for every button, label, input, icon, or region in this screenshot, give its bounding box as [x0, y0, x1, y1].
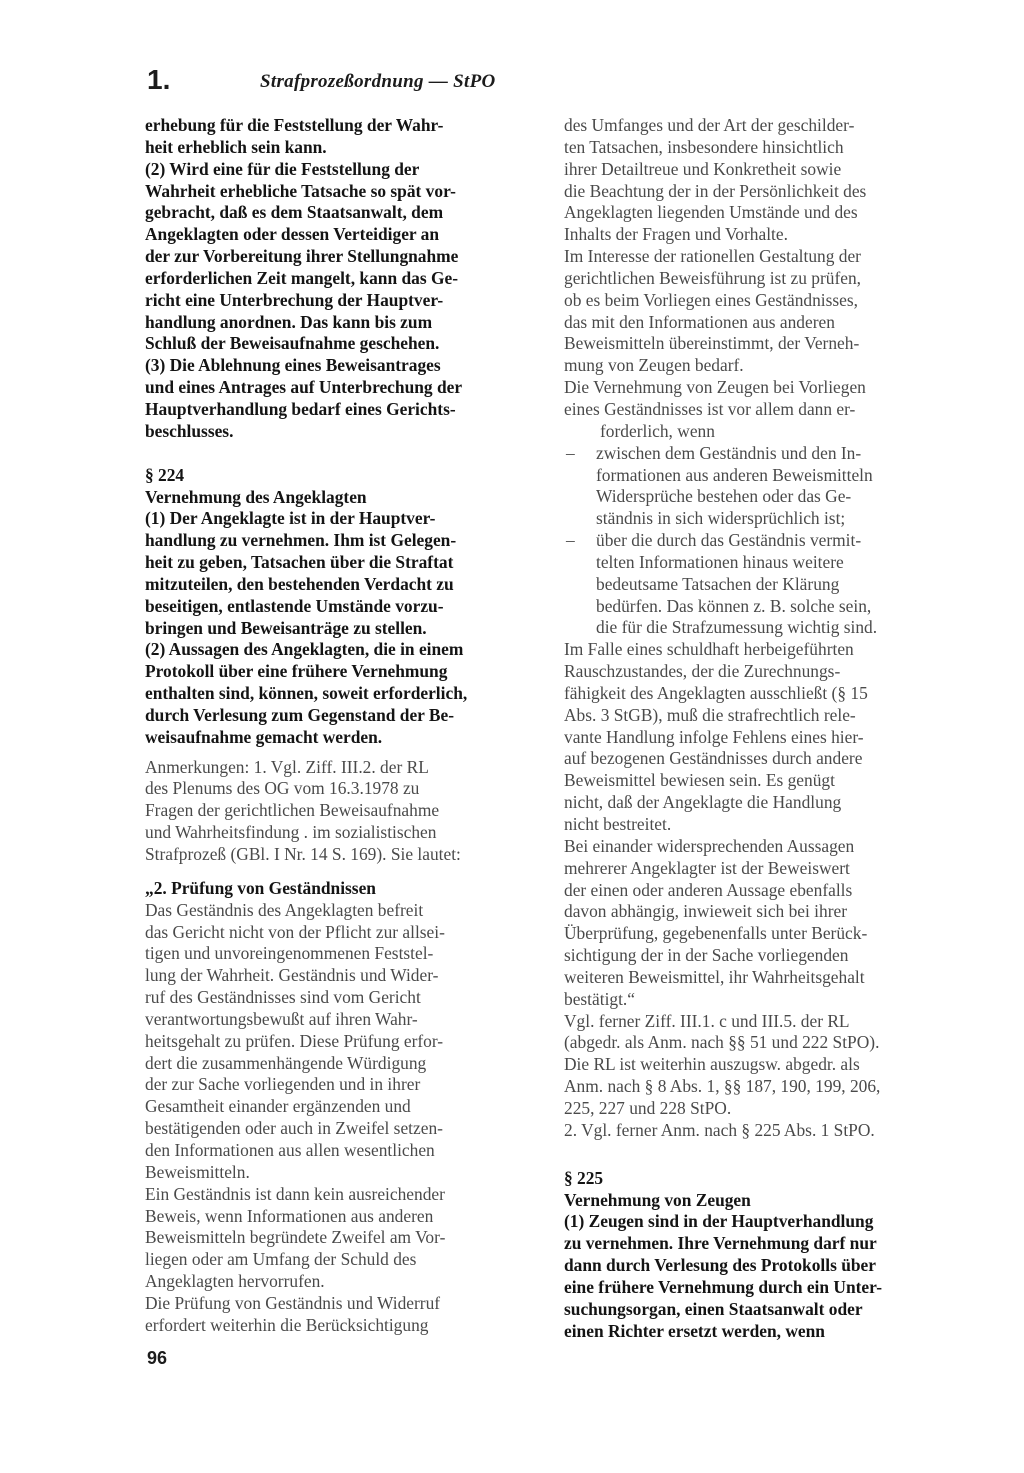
- quote-line: davon abhängig, inwieweit sich bei ihrer: [564, 901, 847, 922]
- bullet-line: telten Informationen hinaus weitere: [596, 551, 844, 572]
- spacer: [145, 866, 548, 878]
- quote-line: sichtigung der in der Sache vorliegenden: [564, 945, 849, 966]
- bullet-line: zwischen dem Geständnis und den In-: [596, 442, 862, 463]
- bullet-item: [564, 530, 969, 639]
- quote-line: Angeklagten liegenden Umstände und des: [564, 202, 858, 223]
- bullet-line: Widersprüche bestehen oder das Ge-: [596, 486, 852, 507]
- section-number: § 224: [145, 464, 185, 485]
- page-number: 96: [147, 1348, 168, 1368]
- text-line: Angeklagten oder dessen Verteidiger an: [145, 224, 440, 245]
- quote-line: bestätigenden oder auch in Zweifel setzen-: [145, 1118, 443, 1139]
- bullet-item: [564, 443, 969, 530]
- left-column: [145, 115, 548, 1337]
- quote-line: der einen oder anderen Aussage ebenfalls: [564, 879, 853, 900]
- text-line: (2) Wird eine für die Feststellung der: [145, 158, 420, 179]
- bullet-line: bedürfen. Das können z. B. solche sein,: [596, 595, 872, 616]
- quote-line: Beweis, wenn Informationen aus anderen: [145, 1205, 434, 1226]
- quote-line: Abs. 3 StGB), muß die strafrechtlich rele-: [564, 704, 856, 725]
- section-number: § 225: [564, 1167, 604, 1188]
- text-line: Schluß der Beweisaufnahme geschehen.: [145, 333, 440, 354]
- text-line: enthalten sind, können, soweit erforderlich,: [145, 683, 468, 704]
- quote-line: ob es beim Vorliegen eines Geständnisses,: [564, 289, 858, 310]
- bullet-line: formationen aus anderen Beweismitteln: [596, 464, 873, 485]
- text-line: und eines Antrages auf Unterbrechung der: [145, 377, 463, 398]
- text-line: handlung anordnen. Das kann bis zum: [145, 311, 433, 332]
- right-column: [564, 115, 969, 1342]
- quote-line: eines Geständnisses ist vor allem dann er-: [564, 398, 856, 419]
- quote-line: Im Interesse der rationellen Gestaltung der: [564, 246, 861, 267]
- quote-line: Beweismittel bewiesen sein. Es genügt: [564, 770, 835, 791]
- annotation-line: (abgedr. als Anm. nach §§ 51 und 222 StPO).: [564, 1032, 880, 1053]
- quote-line: vante Handlung infolge Fehlens eines hier-: [564, 726, 864, 747]
- text-line: beschlusses.: [145, 420, 234, 441]
- spacer: [145, 443, 548, 465]
- quote-line: Gesamtheit einander ergänzenden und: [145, 1096, 411, 1117]
- quote-line: gerichtlichen Beweisführung ist zu prüfen,: [564, 267, 861, 288]
- text-line: heit zu geben, Tatsachen über die Straftat: [145, 552, 454, 573]
- bullet-line: die für die Strafzumessung wichtig sind.: [596, 617, 878, 638]
- bullet-dash: –: [566, 530, 575, 551]
- text-line: beseitigen, entlastende Umstände vorzu-: [145, 595, 444, 616]
- annotation-line: Die RL ist weiterhin auszugsw. abgedr. als: [564, 1054, 860, 1075]
- section-title: Vernehmung des Angeklagten: [145, 486, 367, 507]
- annotation-line: 225, 227 und 228 StPO.: [564, 1097, 732, 1118]
- quote-line: Inhalts der Fragen und Vorhalte.: [564, 224, 788, 245]
- bullet-line: ständnis in sich widersprüchlich ist;: [596, 508, 846, 529]
- quote-line: das Gericht nicht von der Pflicht zur allsei-: [145, 921, 445, 942]
- quote-line: dert die zusammenhängende Würdigung: [145, 1052, 427, 1073]
- quote-line: forderlich, wenn: [600, 420, 715, 441]
- quote-line: bestätigt.“: [564, 988, 635, 1009]
- quote-line: lung der Wahrheit. Geständnis und Wider-: [145, 965, 439, 986]
- text-line: gebracht, daß es dem Staatsanwalt, dem: [145, 202, 444, 223]
- section-title: Vernehmung von Zeugen: [564, 1189, 751, 1210]
- quote-line: heitsgehalt zu prüfen. Diese Prüfung erfor-: [145, 1030, 444, 1051]
- quote-line: liegen oder am Umfang der Schuld des: [145, 1249, 417, 1270]
- quote-line: nicht bestreitet.: [564, 814, 672, 834]
- text-line: suchungsorgan, einen Staatsanwalt oder: [564, 1298, 863, 1319]
- quote-line: mehrerer Angeklagter ist der Beweiswert: [564, 857, 850, 878]
- annotation-line: 2. Vgl. ferner Anm. nach § 225 Abs. 1 StPO.: [564, 1119, 875, 1140]
- annotation-line: Strafprozeß (GBl. I Nr. 14 S. 169). Sie lautet:: [145, 844, 461, 864]
- quote-line: den Informationen aus allen wesentlichen: [145, 1139, 435, 1160]
- text-line: (1) Zeugen sind in der Hauptverhandlung: [564, 1211, 874, 1232]
- quote-heading: „2. Prüfung von Geständnissen: [145, 877, 376, 898]
- text-line: Hauptverhandlung bedarf eines Gerichts-: [145, 398, 456, 419]
- quote-line: weiteren Beweismittel, ihr Wahrheitsgehalt: [564, 966, 865, 987]
- quote-line: fähigkeit des Angeklagten ausschließt (§ 15: [564, 682, 868, 703]
- spacer: [145, 749, 548, 757]
- chapter-number: 1.: [147, 64, 171, 95]
- annotation-line: Fragen der gerichtlichen Beweisaufnahme: [145, 800, 440, 821]
- text-line: weisaufnahme gemacht werden.: [145, 726, 383, 747]
- quote-line: des Umfanges und der Art der geschilder-: [564, 115, 855, 135]
- text-line: dann durch Verlesung des Protokolls über: [564, 1255, 876, 1276]
- bullet-line: über die durch das Geständnis vermit-: [596, 530, 862, 551]
- quoted-guideline-continued: [564, 115, 969, 443]
- quote-line: ruf des Geständnisses sind vom Gericht: [145, 987, 421, 1008]
- annotation-line: Vgl. ferner Ziff. III.1. c und III.5. der RL: [564, 1010, 850, 1031]
- text-line: durch Verlesung zum Gegenstand der Be-: [145, 704, 455, 725]
- quote-line: mung von Zeugen bedarf.: [564, 355, 744, 376]
- bullet-list: [564, 443, 969, 640]
- quote-line: verantwortungsbewußt auf ihren Wahr-: [145, 1008, 418, 1029]
- quoted-guideline: [145, 878, 548, 1337]
- text-line: erhebung für die Feststellung der Wahr-: [145, 115, 444, 135]
- quote-line: die Beachtung der in der Persönlichkeit des: [564, 180, 867, 201]
- text-line: Wahrheit erhebliche Tatsache so spät vor-: [145, 180, 456, 201]
- quote-line: auf bezogenen Geständnisses durch andere: [564, 748, 863, 769]
- annotation-line: des Plenums des OG vom 16.3.1978 zu: [145, 778, 420, 799]
- text-line: (2) Aussagen des Angeklagten, die in einem: [145, 639, 464, 660]
- text-line: eine frühere Vernehmung durch ein Unter-: [564, 1276, 883, 1297]
- quoted-guideline-end: [564, 639, 969, 1141]
- text-line: zu vernehmen. Ihre Vernehmung darf nur: [564, 1233, 877, 1254]
- quote-line: ihrer Detailtreue und Konkretheit sowie: [564, 158, 842, 179]
- annotation-line: und Wahrheitsfindung . im sozialistischen: [145, 822, 437, 843]
- quote-line: Die Prüfung von Geständnis und Widerruf: [145, 1292, 441, 1313]
- annotation-line: Anmerkungen: 1. Vgl. Ziff. III.2. der RL: [145, 756, 429, 777]
- quote-line: Die Vernehmung von Zeugen bei Vorliegen: [564, 377, 866, 398]
- quote-line: Überprüfung, gegebenenfalls unter Berück-: [564, 923, 868, 944]
- statute-text-block: [145, 115, 548, 443]
- quote-line: ten Tatsachen, insbesondere hinsichtlich: [564, 136, 844, 157]
- quote-line: Bei einander widersprechenden Aussagen: [564, 835, 855, 856]
- quote-line: Ein Geständnis ist dann kein ausreichender: [145, 1183, 445, 1204]
- section-225: [564, 1168, 969, 1343]
- text-line: der zur Vorbereitung ihrer Stellungnahme: [145, 246, 459, 267]
- text-line: Protokoll über eine frühere Vernehmung: [145, 661, 448, 682]
- quote-line: nicht, daß der Angeklagte die Handlung: [564, 792, 842, 813]
- quote-line: Beweismitteln.: [145, 1161, 250, 1182]
- bullet-dash: –: [566, 442, 575, 463]
- text-line: richt eine Unterbrechung der Hauptver-: [145, 289, 444, 310]
- text-line: einen Richter ersetzt werden, wenn: [564, 1320, 825, 1341]
- text-line: erforderlichen Zeit mangelt, kann das Ge-: [145, 267, 458, 288]
- running-head: Strafprozeßordnung — StPO: [260, 71, 496, 92]
- annotations: [145, 757, 548, 866]
- quote-line: das mit den Informationen aus anderen: [564, 311, 835, 332]
- quote-line: tigen und unvoreingenommenen Feststel-: [145, 943, 434, 964]
- bullet-line: bedeutsame Tatsachen der Klärung: [596, 573, 840, 594]
- quote-line: der zur Sache vorliegenden und in ihrer: [145, 1074, 421, 1095]
- text-line: heit erheblich sein kann.: [145, 136, 327, 157]
- quote-line: erfordert weiterhin die Berücksichtigung: [145, 1314, 429, 1335]
- page-header: [147, 64, 947, 100]
- quote-line: Beweismitteln übereinstimmt, der Verneh-: [564, 333, 860, 354]
- quote-line: Beweismitteln begründete Zweifel am Vor-: [145, 1227, 446, 1248]
- quote-line: Das Geständnis des Angeklagten befreit: [145, 899, 424, 920]
- text-line: (1) Der Angeklagte ist in der Hauptver-: [145, 508, 436, 529]
- quote-line: Angeklagten hervorrufen.: [145, 1271, 325, 1292]
- text-line: bringen und Beweisanträge zu stellen.: [145, 617, 427, 638]
- text-line: handlung zu vernehmen. Ihm ist Gelegen-: [145, 530, 457, 551]
- text-line: mitzuteilen, den bestehenden Verdacht zu: [145, 573, 454, 594]
- quote-line: Rauschzustandes, der die Zurechnungs-: [564, 661, 841, 682]
- text-line: (3) Die Ablehnung eines Beweisantrages: [145, 355, 441, 376]
- annotation-line: Anm. nach § 8 Abs. 1, §§ 187, 190, 199, 206,: [564, 1076, 881, 1097]
- section-224: [145, 465, 548, 749]
- quote-line: Im Falle eines schuldhaft herbeigeführten: [564, 639, 854, 660]
- spacer: [564, 1142, 969, 1168]
